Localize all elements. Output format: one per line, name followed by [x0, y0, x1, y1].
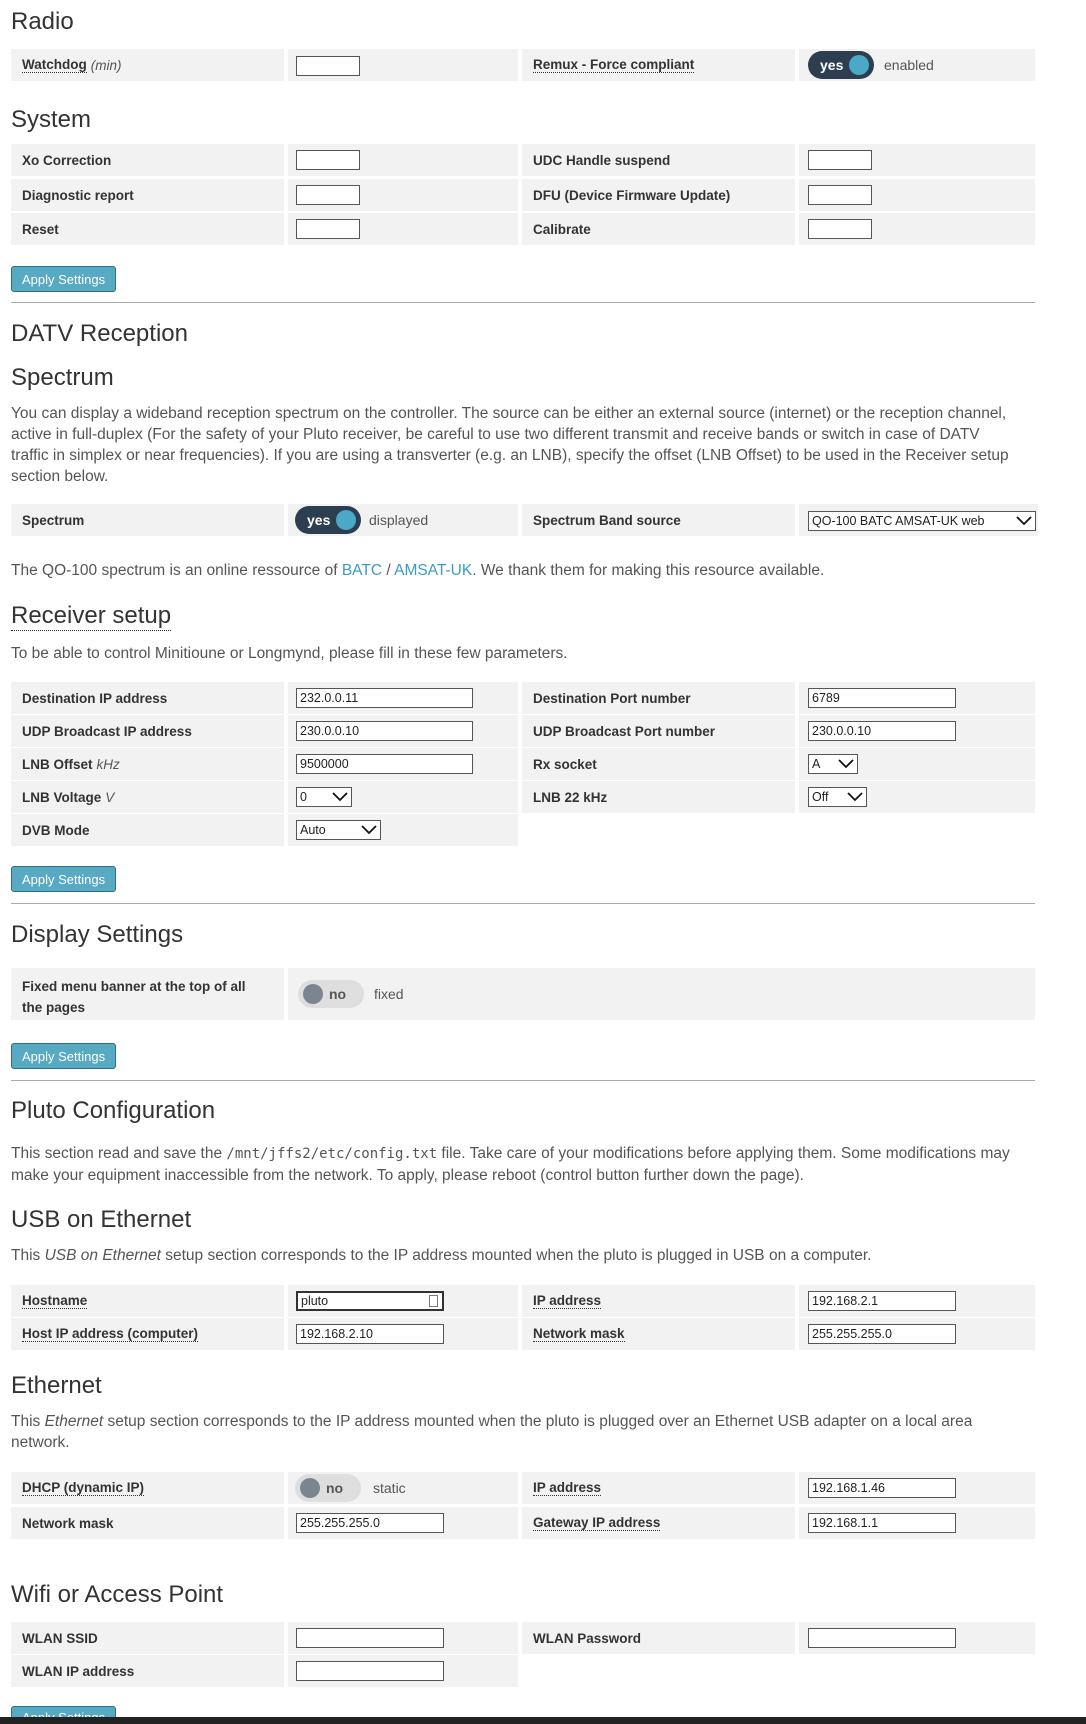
banner-desc: fixed	[374, 986, 404, 1002]
display-title: Display Settings	[11, 921, 184, 948]
dest-ip-input[interactable]	[296, 688, 473, 708]
divider	[11, 302, 1035, 303]
divider	[11, 1080, 1035, 1081]
lnb-voltage-unit: V	[105, 789, 115, 805]
dest-port-input[interactable]	[808, 688, 956, 708]
system-apply-button[interactable]: Apply Settings	[11, 266, 116, 292]
dvb-mode-select[interactable]: Auto	[296, 820, 381, 840]
remux-toggle[interactable]: yes	[808, 51, 874, 79]
wlan-password-label: WLAN Password	[533, 1630, 642, 1646]
rx-socket-label: Rx socket	[533, 756, 597, 772]
toggle-knob-icon	[300, 1478, 320, 1498]
datv-title: DATV Reception	[11, 320, 188, 347]
udp-port-label: UDP Broadcast Port number	[533, 723, 716, 739]
gateway-input[interactable]	[808, 1513, 956, 1533]
wlan-password-input[interactable]	[808, 1628, 956, 1648]
banner-label-2: the pages	[22, 1000, 86, 1015]
receiver-row-1	[11, 682, 1035, 714]
ethernet-text: This Ethernet setup section corresponds to the IP address mounted when the pluto is plugged over an Ethernet USB adapter on a local area network.	[11, 1413, 973, 1451]
receiver-text: To be able to control Minitioune or Longmynd, please fill in these few parameters.	[11, 645, 568, 662]
pluto-title: Pluto Configuration	[11, 1097, 216, 1124]
batc-link[interactable]: BATC	[341, 562, 383, 579]
usb-netmask-input[interactable]	[808, 1324, 956, 1344]
rx-socket-select[interactable]: A	[808, 754, 858, 774]
receiver-row-2	[11, 715, 1035, 747]
lnb-offset-unit: kHz	[96, 756, 120, 772]
wifi-row-2	[11, 1655, 522, 1687]
hostname-label: Hostname	[22, 1293, 88, 1308]
lnb-offset-label: LNB Offset	[22, 756, 93, 772]
spectrum-label: Spectrum	[22, 512, 85, 528]
system-title: System	[11, 106, 92, 133]
calibrate-label: Calibrate	[533, 221, 591, 237]
eth-ip-input[interactable]	[808, 1478, 956, 1498]
pluto-text: This section read and save the /mnt/jffs2/etc/config.txt file. Take care of your modifications before applying them. Some modifications may make your equipment inaccessible from the network. To apply, please reboot (control button further down the page).	[11, 1145, 1010, 1184]
lnb-offset-input[interactable]	[296, 754, 473, 774]
password-manager-icon[interactable]	[429, 1295, 438, 1307]
ethernet-row-1	[11, 1472, 1035, 1504]
system-row-1	[11, 144, 1035, 176]
chevron-down-icon	[332, 792, 348, 802]
receiver-row-4	[11, 781, 1035, 813]
receiver-apply-button[interactable]: Apply Settings	[11, 866, 116, 892]
receiver-row-5	[11, 814, 522, 846]
wifi-row-1	[11, 1622, 1035, 1654]
wlan-ip-label: WLAN IP address	[22, 1663, 135, 1679]
receiver-title: Receiver setup	[11, 602, 172, 629]
ssid-input[interactable]	[296, 1628, 444, 1648]
remux-desc: enabled	[884, 57, 934, 73]
spectrum-row	[11, 504, 1038, 536]
lnb-22-select[interactable]: Off	[808, 787, 867, 807]
diag-input[interactable]	[296, 185, 360, 205]
radio-title: Radio	[11, 8, 74, 35]
system-row-3	[11, 213, 1035, 245]
dest-port-label: Destination Port number	[533, 690, 691, 706]
usb-ip-label: IP address	[533, 1293, 602, 1308]
watchdog-input[interactable]	[296, 56, 360, 76]
udp-port-input[interactable]	[808, 721, 956, 741]
ethernet-title: Ethernet	[11, 1372, 102, 1399]
reset-input[interactable]	[296, 219, 360, 239]
reset-label: Reset	[22, 221, 59, 237]
diag-label: Diagnostic report	[22, 187, 134, 203]
xo-label: Xo Correction	[22, 152, 112, 168]
watchdog-label: Watchdog	[22, 57, 87, 72]
ethernet-row-2	[11, 1507, 1035, 1539]
system-row-2	[11, 179, 1035, 211]
wlan-ip-input[interactable]	[296, 1661, 444, 1681]
wifi-title: Wifi or Access Point	[11, 1581, 224, 1608]
chevron-down-icon	[847, 792, 863, 802]
bottom-bar	[0, 1717, 1086, 1724]
toggle-knob-icon	[849, 55, 869, 75]
display-row	[11, 968, 1035, 1020]
dfu-input[interactable]	[808, 185, 872, 205]
thanks-text: The QO-100 spectrum is an online ressource of BATC / AMSAT-UK. We thank them for making this resource available.	[11, 562, 825, 579]
dvb-mode-label: DVB Mode	[22, 822, 90, 838]
lnb-voltage-label: LNB Voltage	[22, 789, 102, 805]
eth-ip-label: IP address	[533, 1480, 602, 1495]
hostname-input[interactable]	[296, 1291, 444, 1311]
host-ip-label: Host IP address (computer)	[22, 1326, 199, 1341]
dhcp-toggle[interactable]: no	[295, 1474, 361, 1502]
lnb-22-label: LNB 22 kHz	[533, 789, 608, 805]
udp-ip-input[interactable]	[296, 721, 473, 741]
banner-toggle[interactable]: no	[298, 980, 364, 1008]
spectrum-toggle[interactable]: yes	[295, 506, 361, 534]
spectrum-desc: displayed	[369, 512, 429, 528]
spectrum-text: You can display a wideband reception spectrum on the controller. The source can be either an external source (internet) or the reception channel, active in full-duplex (For the safety of your Pluto receiver, be careful to use two different transmit and receive bands or switch in case of DATV traffic in simplex or near frequencies). If you are using a transverter (e.g. an LNB), specify the offset (LNB Offset) to be used in the Receiver setup section below.	[11, 405, 1009, 485]
divider	[11, 903, 1035, 904]
remux-label: Remux - Force compliant	[533, 57, 695, 72]
eth-netmask-input[interactable]	[296, 1513, 444, 1533]
eth-netmask-label: Network mask	[22, 1515, 114, 1531]
watchdog-unit: (min)	[90, 57, 122, 73]
usb-ip-input[interactable]	[808, 1291, 956, 1311]
udp-ip-label: UDP Broadcast IP address	[22, 723, 192, 739]
usb-text: This USB on Ethernet setup section corresponds to the IP address mounted when the pluto is plugged in USB on a computer.	[11, 1247, 872, 1264]
toggle-knob-icon	[336, 510, 356, 530]
calibrate-input[interactable]	[808, 219, 872, 239]
config-path: /mnt/jffs2/etc/config.txt	[226, 1146, 438, 1162]
chevron-down-icon	[838, 759, 854, 769]
amsat-link[interactable]: AMSAT-UK	[394, 562, 473, 579]
chevron-down-icon	[1016, 516, 1032, 526]
udc-input[interactable]	[808, 150, 872, 170]
usb-row-2	[11, 1318, 1035, 1350]
gateway-label: Gateway IP address	[533, 1515, 661, 1530]
spectrum-title: Spectrum	[11, 364, 114, 391]
udc-label: UDC Handle suspend	[533, 152, 671, 168]
watchdog-row	[11, 49, 1035, 81]
display-apply-button[interactable]: Apply Settings	[11, 1043, 116, 1069]
toggle-knob-icon	[303, 984, 323, 1004]
host-ip-input[interactable]	[296, 1324, 444, 1344]
banner-label-1: Fixed menu banner at the top of all	[22, 979, 246, 994]
band-source-select[interactable]: QO-100 BATC AMSAT-UK web	[808, 511, 1036, 531]
band-source-label: Spectrum Band source	[533, 512, 681, 528]
usb-title: USB on Ethernet	[11, 1206, 192, 1233]
dhcp-label: DHCP (dynamic IP)	[22, 1480, 145, 1495]
lnb-voltage-select[interactable]: 0	[296, 787, 352, 807]
dest-ip-label: Destination IP address	[22, 690, 168, 706]
ssid-label: WLAN SSID	[22, 1630, 98, 1646]
dhcp-desc: static	[373, 1480, 406, 1496]
usb-netmask-label: Network mask	[533, 1326, 625, 1341]
dfu-label: DFU (Device Firmware Update)	[533, 187, 731, 203]
receiver-row-3	[11, 748, 1035, 780]
xo-input[interactable]	[296, 150, 360, 170]
chevron-down-icon	[361, 825, 377, 835]
usb-row-1	[11, 1285, 1035, 1317]
